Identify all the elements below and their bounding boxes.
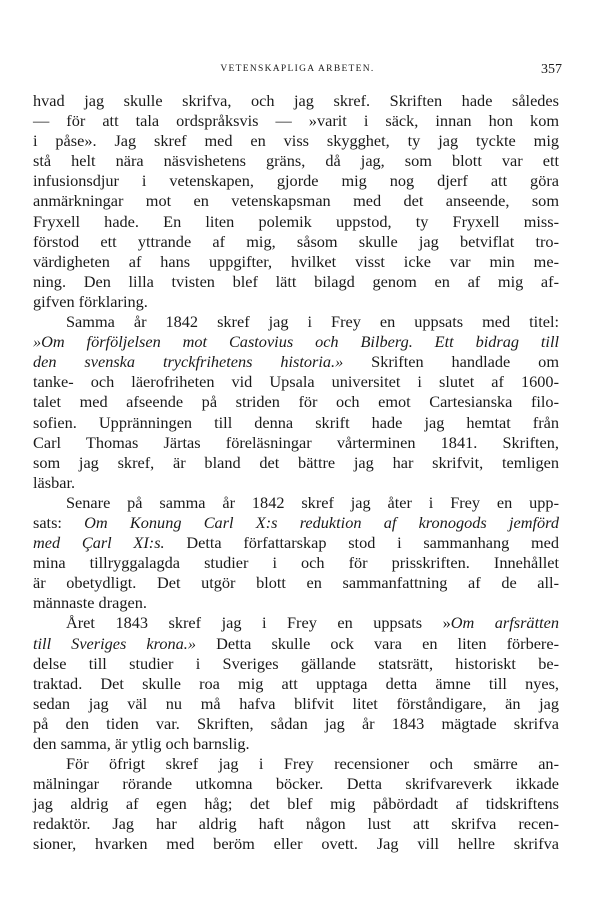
text-line: till Sveriges krona.» Detta skulle ock vara en liten förbere- [33,633,560,653]
text-line: Samma år 1842 skref jag i Frey en uppsats med titel: [66,312,559,332]
text-line: sedan jag väl nu må hafva blifvit litet förståndigare, än jag [33,693,559,713]
text-line: männaste dragen. [33,593,147,613]
text-line: ning. Den lilla tvisten blef lätt bilagd genom en af mig af- [33,271,559,291]
text-line: redaktör. Jag har aldrig haft någon lust att skrifva recen- [33,814,559,834]
text-line: den svenska tryckfrihetens historia.» Skriften handlade om [33,352,559,372]
text-line: »Om förföljelsen mot Castovius och Bilberg. Ett bidrag till [33,332,559,352]
text-line: sats: Om Konung Carl X:s reduktion af kronogods jemförd [33,512,559,532]
body-text [33,91,559,855]
text-line: talet med afseende på striden för och emot Cartesianska filo- [33,392,559,412]
text-line: traktad. Det skulle roa mig att upptaga detta ämne till nyes, [33,673,559,693]
text-line: delse till studier i Sveriges gällande statsrätt, historiskt be- [33,653,559,673]
text-line: den samma, är ytlig och barnslig. [33,734,250,753]
text-line: mälningar rörande utkomna böcker. Detta skrifvareverk ikkade [33,774,559,794]
text-line: som jag skref, är bland det bättre jag har skrifvit, temligen [33,452,559,472]
text-line: i påse». Jag skref med en viss skygghet, ty jag tyckte mig [33,131,559,151]
text-line: stå helt nära näsvishetens gräns, då jag, som blott var ett [33,151,559,171]
text-line: infusionsdjur i vetenskapen, gjorde mig nog djerf att göra [33,171,559,191]
text-line: är obetydligt. Det utgör blott en sammanfattning af de all- [33,573,559,593]
text-line: tanke- och läerofriheten vid Upsala universitet i slutet af 1600- [33,372,559,392]
text-line: mina tillryggalagda studier i och för prisskriften. Innehållet [33,553,559,573]
text-line: med Çarl XI:s. Detta författarskap stod i sammanhang med [33,533,559,553]
text-line: på den tiden var. Skriften, sådan jag år 1843 mägtade skrifva [33,713,559,733]
text-line: För öfrigt skref jag i Frey recensioner och smärre an- [66,754,559,774]
text-line: sofien. Uppränningen till denna skrift hade jag hemtat från [33,412,559,432]
text-line: anmärkningar mot en vetenskapsman med det anseende, som [33,191,559,211]
text-line: Carl Thomas Järtas föreläsningar vårterminen 1841. Skriften, [33,432,559,452]
text-line: — för att tala ordspråksvis — »varit i säck, innan hon kom [33,111,559,131]
text-line: värdigheten af hans uppgifter, hvilket visst icke var min me- [33,251,559,271]
text-line: Året 1843 skref jag i Frey en uppsats »Om arfsrätten [66,613,559,633]
text-line: Senare på samma år 1842 skref jag åter i Frey en upp- [66,492,559,512]
page-header [33,62,562,80]
page-number: 357 [541,62,562,77]
text-line: sioner, hvarken med beröm eller ovett. Jag vill hellre skrifva [33,834,559,854]
text-line: jag aldrig af egen håg; det blef mig påbördadt af tidskriftens [33,794,559,814]
text-line: gifven förklaring. [33,291,148,311]
text-line: läsbar. [33,472,76,492]
running-head: VETENSKAPLIGA ARBETEN. [220,64,375,74]
text-line: hvad jag skulle skrifva, och jag skref. Skriften hade således [33,91,559,110]
text-line: Fryxell hade. En liten polemik uppstod, ty Fryxell miss- [33,211,559,231]
text-line: förstod ett yttrande af mig, såsom skulle jag betviflat tro- [33,231,559,251]
